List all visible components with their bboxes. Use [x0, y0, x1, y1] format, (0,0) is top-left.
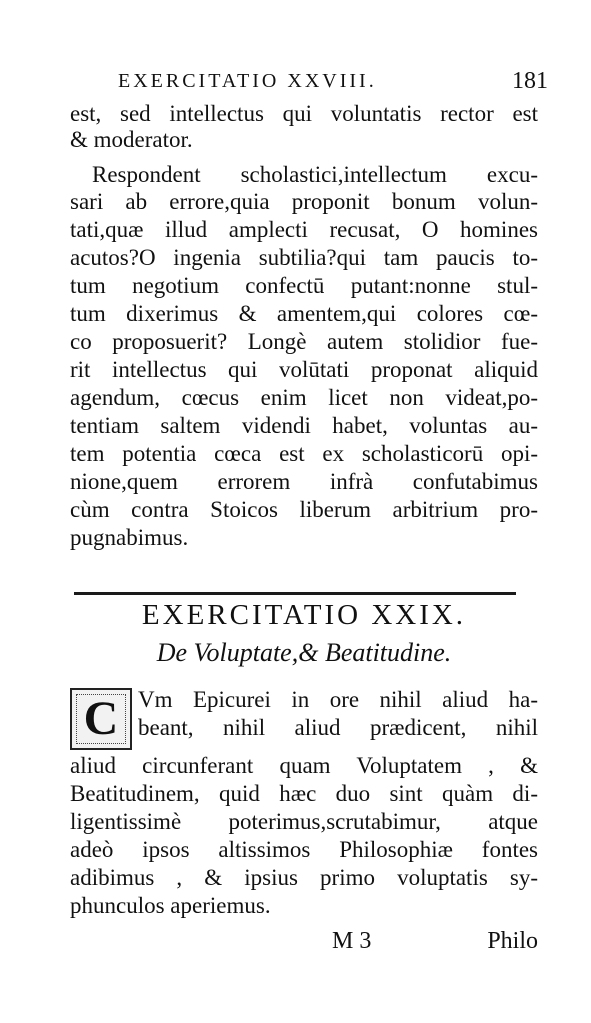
running-header — [118, 70, 548, 96]
section-title: EXERCITATIO XXIX. — [141, 599, 467, 631]
text-line: adibimus , & ipsius primo voluptatis sy- — [70, 865, 538, 890]
initial-letter: C — [83, 692, 119, 745]
catchword: Philo — [487, 928, 538, 954]
page-footer — [70, 928, 538, 962]
page-number: 181 — [512, 68, 548, 94]
text-line: tentiam saltem videndi habet, voluntas au- — [70, 413, 538, 438]
text-line: beant, nihil aliud prædicent, nihil — [138, 715, 538, 740]
running-title: EXERCITATIO XXVIII. — [118, 70, 377, 92]
text-line: & moderator. — [70, 127, 193, 152]
text-line: tem potentia cœca est ex scholasticorū opi- — [70, 441, 538, 466]
text-line: aliud circunferant quam Voluptatem , & — [70, 753, 538, 778]
text-line: tum dixerimus & amentem,qui colores cœ- — [70, 301, 538, 326]
ornamental-initial-icon — [70, 688, 132, 750]
text-line: phunculos aperiemus. — [70, 893, 271, 918]
text-line: acutos?O ingenia subtilia?qui tam paucis to- — [70, 245, 538, 270]
text-line: nione,quem errorem infrà confutabimus — [70, 469, 538, 494]
text-line: rit intellectus qui volūtati proponat aliquid — [70, 357, 538, 382]
text-line: sari ab errore,quia proponit bonum volun- — [70, 189, 538, 214]
section-subtitle: De Voluptate,& Beatitudine. — [156, 638, 452, 667]
text-line: adeò ipsos altissimos Philosophiæ fontes — [70, 837, 538, 862]
signature-mark: M 3 — [332, 928, 372, 954]
text-line: Vm Epicurei in ore nihil aliud ha- — [138, 687, 538, 712]
text-line: tum negotium confectū putant:nonne stul- — [70, 273, 538, 298]
text-line: pugnabimus. — [70, 525, 189, 550]
text-line: agendum, cœcus enim licet non videat,po- — [70, 385, 538, 410]
text-line: cùm contra Stoicos liberum arbitrium pro- — [70, 497, 538, 522]
text-line: Beatitudinem, quid hæc duo sint quàm di- — [70, 781, 538, 806]
section-divider — [74, 592, 516, 595]
text-line: est, sed intellectus qui voluntatis rector est — [70, 101, 538, 126]
text-line: co proposuerit? Longè autem stolidior fue- — [70, 329, 538, 354]
text-line: ligentissimè poterimus,scrutabimur, atque — [70, 809, 538, 834]
text-line: Respondent scholastici,intellectum excu- — [92, 162, 538, 187]
text-line: tati,quæ illud amplecti recusat, O homines — [70, 217, 538, 242]
